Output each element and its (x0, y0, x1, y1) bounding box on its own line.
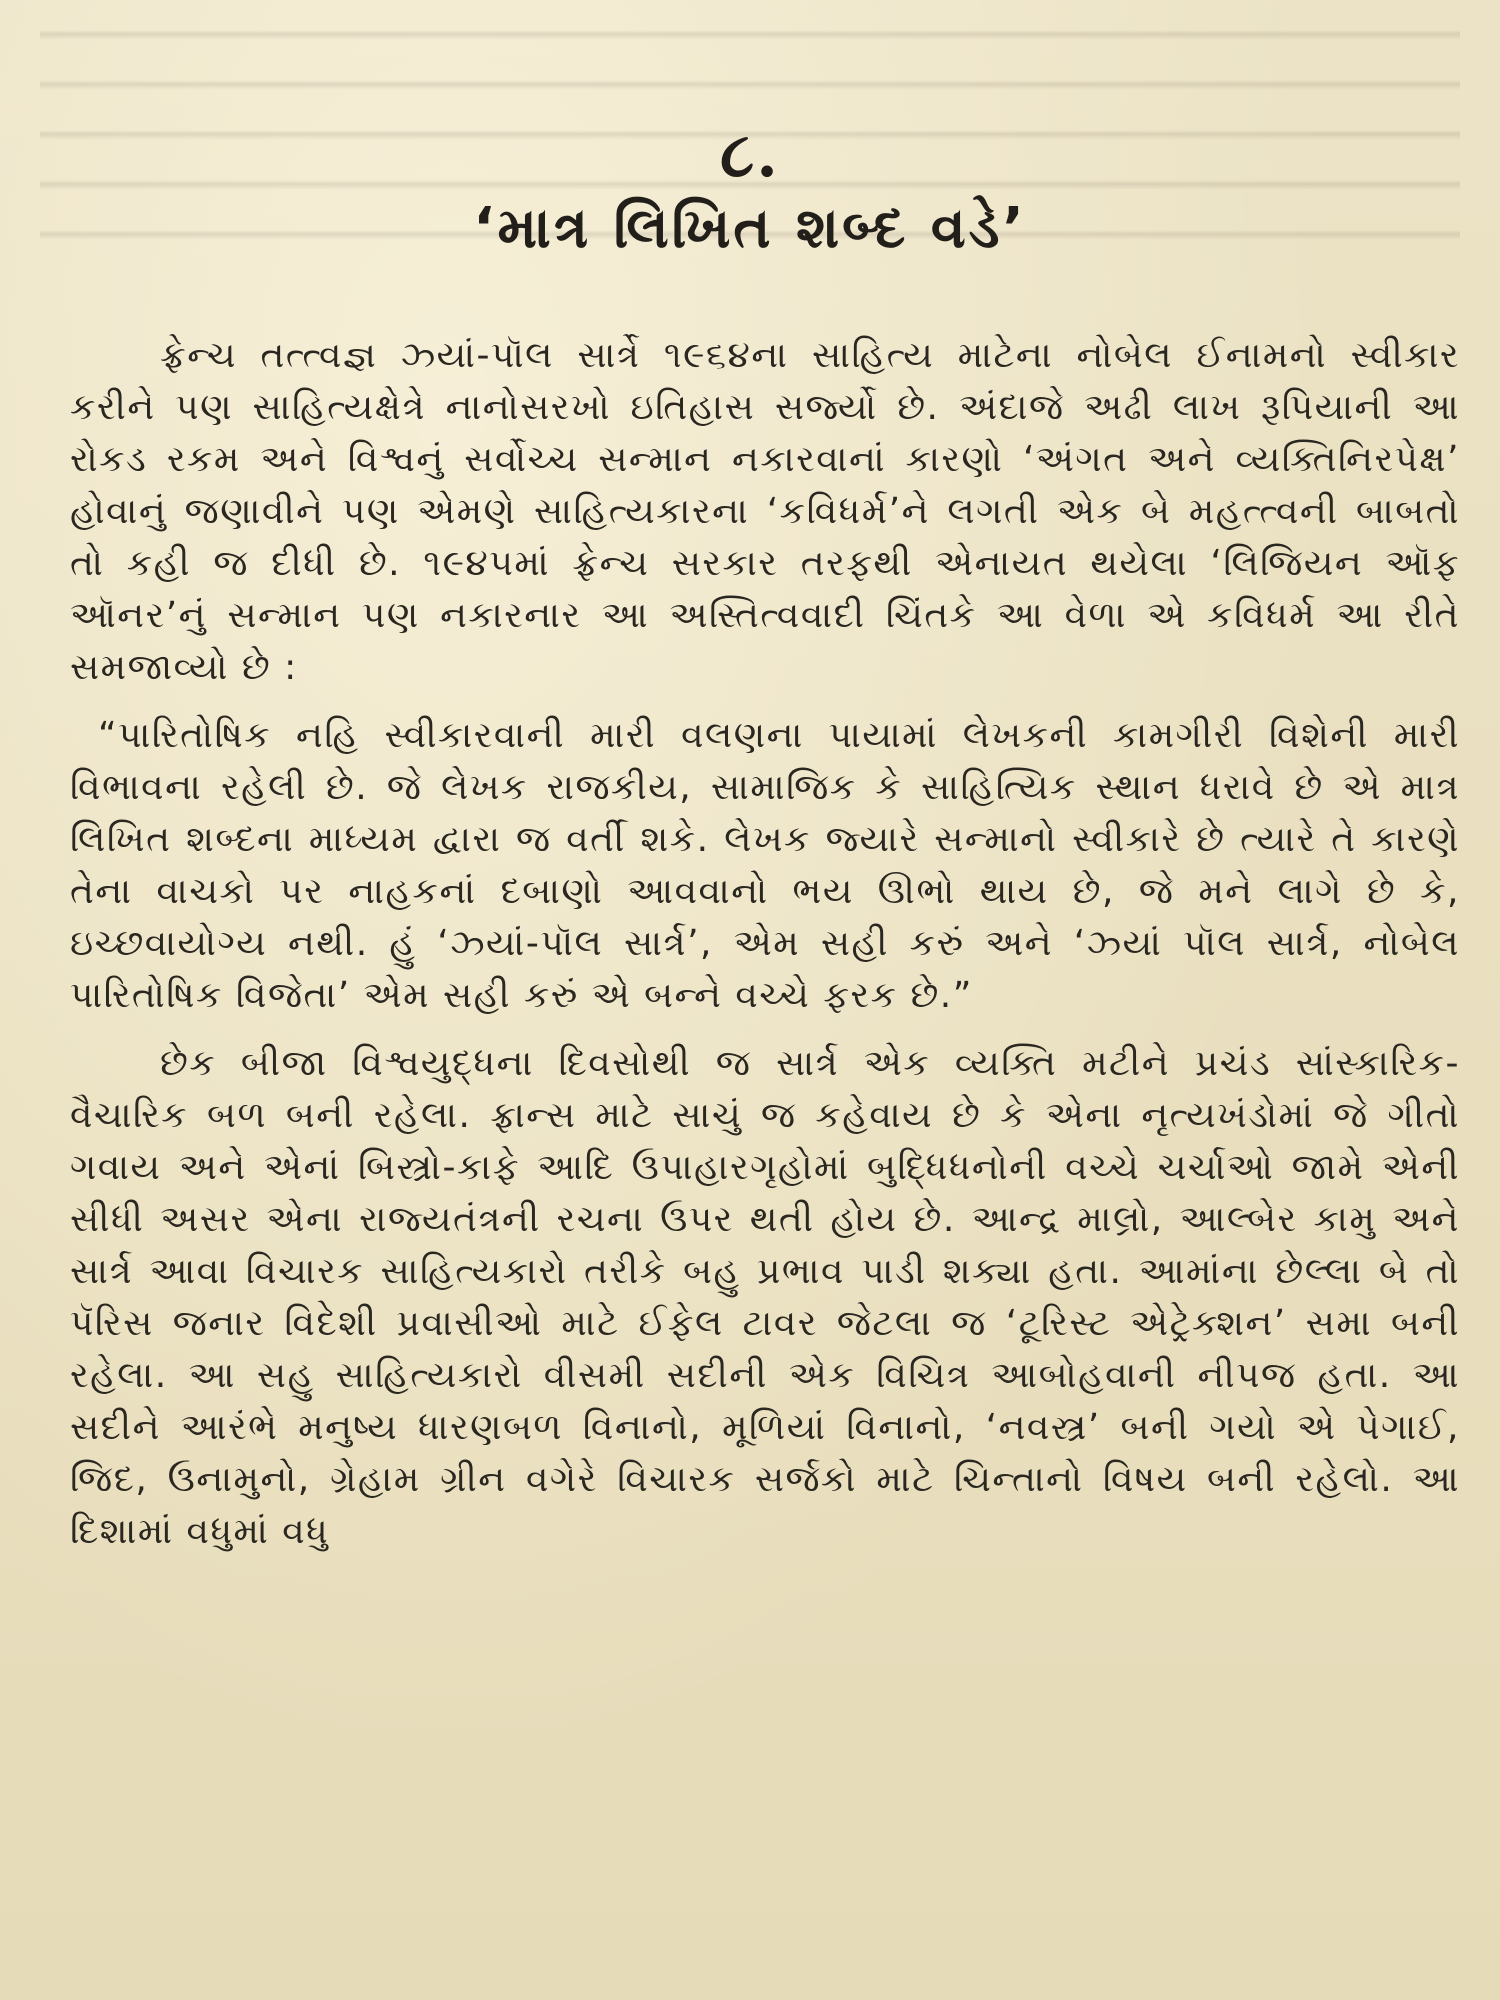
paragraph-context: છેક બીજા વિશ્વયુદ્ધના દિવસોથી જ સાર્ત્ર એક વ્યક્તિ મટીને પ્રચંડ સાંસ્કારિક-વૈચારિક બળ બની રહેલા. ફ્રાન્સ માટે સાચું જ કહેવાય છે કે એના નૃત્યખંડોમાં જે ગીતો ગવાય અને એનાં બિસ્ત્રો-કાફે આદિ ઉપાહારગૃહોમાં બુદ્ધિધનોની વચ્ચે ચર્ચાઓ જામે એની સીધી અસર એના રાજ્યતંત્રની રચના ઉપર થતી હોય છે. આન્દ્ર માલ્રો, આલ્બેર કામુ અને સાર્ત્ર આવા વિચારક સાહિત્યકારો તરીકે બહુ પ્રભાવ પાડી શક્યા હતા. આમાંના છેલ્લા બે તો પૅરિસ જનાર વિદેશી પ્રવાસીઓ માટે ઈફેલ ટાવર જેટલા જ ‘ટૂરિસ્ટ એટ્રેક્શન’ સમા બની રહેલા. આ સહુ સાહિત્યકારો વીસમી સદીની એક વિચિત્ર આબોહવાની નીપજ હતા. આ સદીને આરંભે મનુષ્ય ધારણબળ વિનાનો, મૂળિયાં વિનાનો, ‘નવસ્ત્ર’ બની ગયો એ પેગાઈ, જિદ, ઉનામુનો, ગ્રેહામ ગ્રીન વગેરે વિચારક સર્જકો માટે ચિન્તાનો વિષય બની રહેલો. આ દિશામાં વધુમાં વધુ (70, 1043, 1460, 1552)
chapter-number: ૮. (720, 118, 780, 191)
paragraph-quote: “પારિતોષિક નહિ સ્વીકારવાની મારી વલણના પાયામાં લેખકની કામગીરી વિશેની મારી વિભાવના રહેલી છે. જે લેખક રાજકીય, સામાજિક કે સાહિત્યિક સ્થાન ધરાવે છે એ માત્ર લિખિત શબ્દના માધ્યમ દ્વારા જ વર્તી શકે. લેખક જ્યારે સન્માનો સ્વીકારે છે ત્યારે તે કારણે તેના વાચકો પર નાહકનાં દબાણો આવવાનો ભય ઊભો થાય છે, જે મને લાગે છે કે, ઇચ્છવાયોગ્ય નથી. હું ‘ઝ્યાં-પૉલ સાર્ત્ર’, એમ સહી કરું અને ‘ઝ્યાં પૉલ સાર્ત્ર, નોબેલ પારિતોષિક વિજેતા’ એમ સહી કરું એ બન્ને વચ્ચે ફરક છે.” (70, 715, 1460, 1016)
paragraph-intro: ફ્રેન્ચ તત્ત્વજ્ઞ ઝ્યાં-પૉલ સાર્ત્રે ૧૯૬૪ના સાહિત્ય માટેના નોબેલ ઈનામનો સ્વીકાર કરીને પણ સાહિત્યક્ષેત્રે નાનોસરખો ઇતિહાસ સર્જ્યો છે. અંદાજે અઢી લાખ રૂપિયાની આ રોકડ રકમ અને વિશ્વનું સર્વોચ્ચ સન્માન નકારવાનાં કારણો ‘અંગત અને વ્યક્તિનિરપેક્ષ’ હોવાનું જણાવીને પણ એમણે સાહિત્યકારના ‘કવિધર્મ’ને લગતી એક બે મહત્ત્વની બાબતો તો કહી જ દીધી છે. ૧૯૪૫માં ફ્રેન્ચ સરકાર તરફથી એનાયત થયેલા ‘લિજિયન ઑફ ઑનર’નું સન્માન પણ નકારનાર આ અસ્તિત્વવાદી ચિંતકે આ વેળા એ કવિધર્મ આ રીતે સમજાવ્યો છે : (70, 335, 1460, 688)
body-text (70, 330, 1460, 1574)
chapter-title: ‘માત્ર લિખિત શબ્દ વડે’ (473, 196, 1027, 261)
